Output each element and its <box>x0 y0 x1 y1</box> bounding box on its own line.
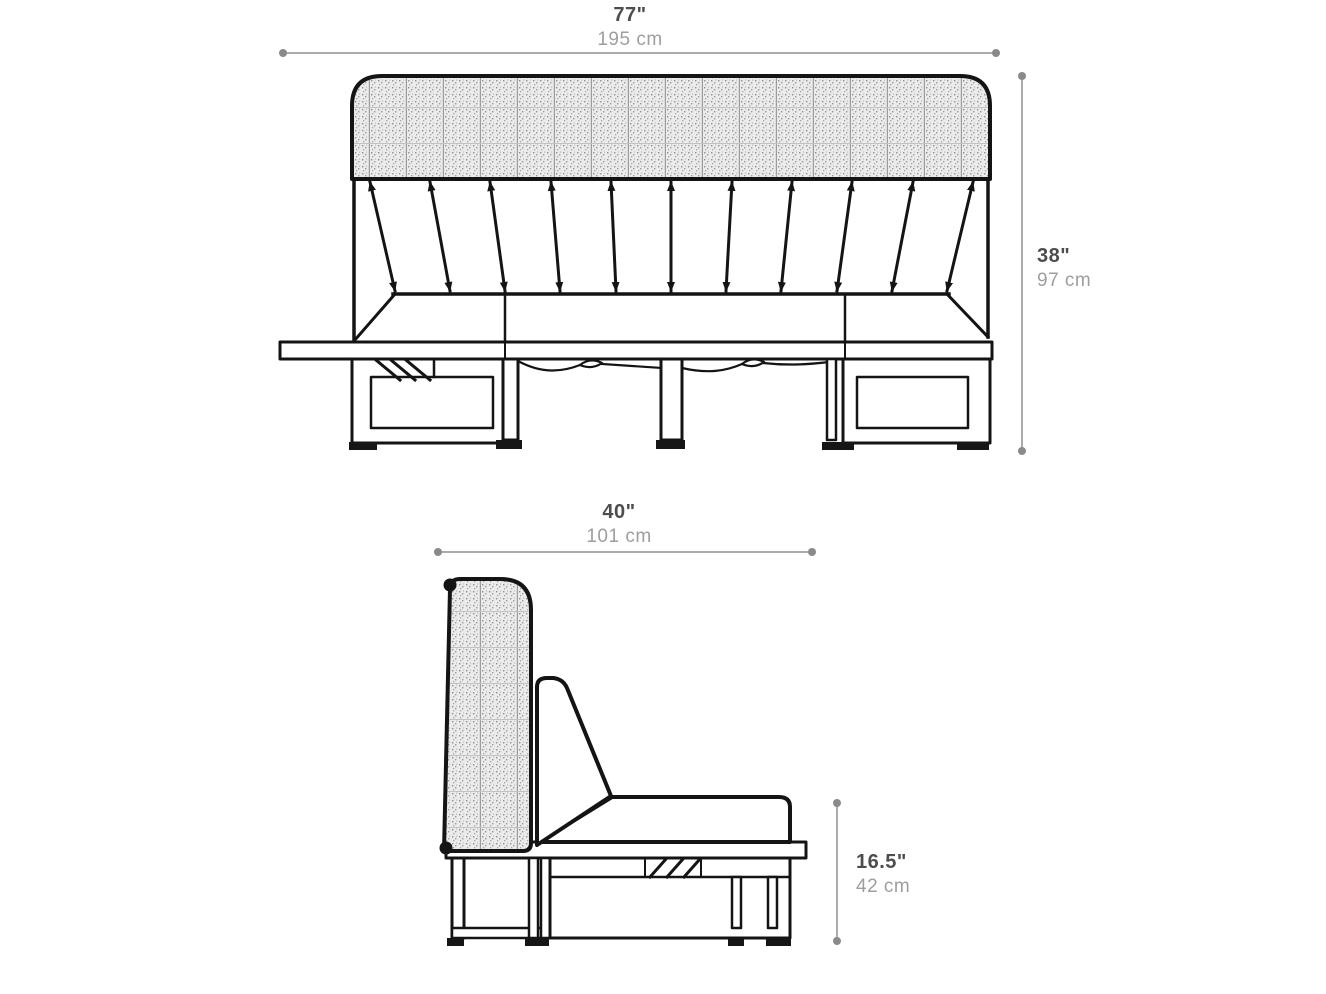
front-width-metric: 195 cm <box>597 29 663 50</box>
inner-post <box>732 877 741 928</box>
foot <box>957 442 989 450</box>
front-view <box>280 76 992 450</box>
channel-line <box>781 182 792 291</box>
channel-line <box>370 182 395 291</box>
side-height-inches: 16.5" <box>856 851 907 873</box>
panel-edge-cap-bottom <box>440 842 453 855</box>
side-width-dimension <box>434 548 816 556</box>
dimension-endpoint-dot <box>1018 72 1026 80</box>
front-height-metric: 97 cm <box>1037 270 1092 291</box>
leg-post <box>827 359 836 440</box>
left-leg-frame-opening <box>371 377 493 428</box>
side-height-metric: 42 cm <box>856 876 911 897</box>
right-corner-diagonal <box>947 294 988 337</box>
right-leg-frame-opening <box>857 377 968 428</box>
front-height-dimension <box>1018 72 1026 455</box>
foot <box>496 440 522 449</box>
side-width-dimension-label <box>469 501 769 548</box>
front-width-dimension-label <box>480 4 780 51</box>
side-view <box>440 579 807 947</box>
foot <box>447 938 464 946</box>
front-bench-slab <box>280 342 992 359</box>
foot <box>525 938 549 946</box>
channel-line <box>726 182 732 291</box>
dimension-endpoint-dot <box>1018 447 1026 455</box>
channel-line <box>947 182 973 291</box>
leg-post <box>529 858 538 938</box>
channel-line <box>430 182 450 291</box>
leg-post <box>452 858 464 938</box>
sag-curve <box>763 362 829 365</box>
side-width-inches: 40" <box>602 501 636 523</box>
foot <box>728 938 744 946</box>
side-leg-frame <box>452 858 790 938</box>
inner-post <box>768 877 777 928</box>
front-width-inches: 77" <box>613 4 647 26</box>
foot <box>766 938 791 946</box>
dimension-endpoint-dot <box>279 49 287 57</box>
back-channel-lines <box>370 182 973 291</box>
panel-edge-cap-top <box>444 579 457 592</box>
dimension-endpoint-dot <box>434 548 442 556</box>
foot <box>349 442 377 450</box>
front-leg-frames <box>352 359 990 443</box>
fabric-fold-left <box>580 360 602 367</box>
channel-line <box>551 182 560 291</box>
foot <box>822 442 854 450</box>
sag-curve <box>682 364 742 371</box>
dimension-endpoint-dot <box>992 49 1000 57</box>
channel-line <box>837 182 852 291</box>
center-leg-post <box>661 359 682 440</box>
channel-line <box>611 182 616 291</box>
side-backrest-panel <box>444 579 531 851</box>
side-height-dimension <box>833 799 841 945</box>
channel-line <box>490 182 505 291</box>
front-height-dimension-label <box>1037 245 1091 292</box>
left-corner-diagonal <box>354 294 395 341</box>
dimension-endpoint-dot <box>833 937 841 945</box>
dimension-endpoint-dot <box>833 799 841 807</box>
leg-post <box>503 359 518 440</box>
foot <box>656 440 685 449</box>
sag-curve <box>518 361 580 371</box>
front-backrest-panel <box>352 76 990 179</box>
side-height-dimension-label <box>856 851 910 898</box>
front-height-inches: 38" <box>1037 245 1071 267</box>
channel-line <box>892 182 913 291</box>
dimension-endpoint-dot <box>808 548 816 556</box>
sag-curve <box>602 364 662 368</box>
main-frame-box <box>550 858 790 938</box>
side-width-metric: 101 cm <box>586 526 652 547</box>
